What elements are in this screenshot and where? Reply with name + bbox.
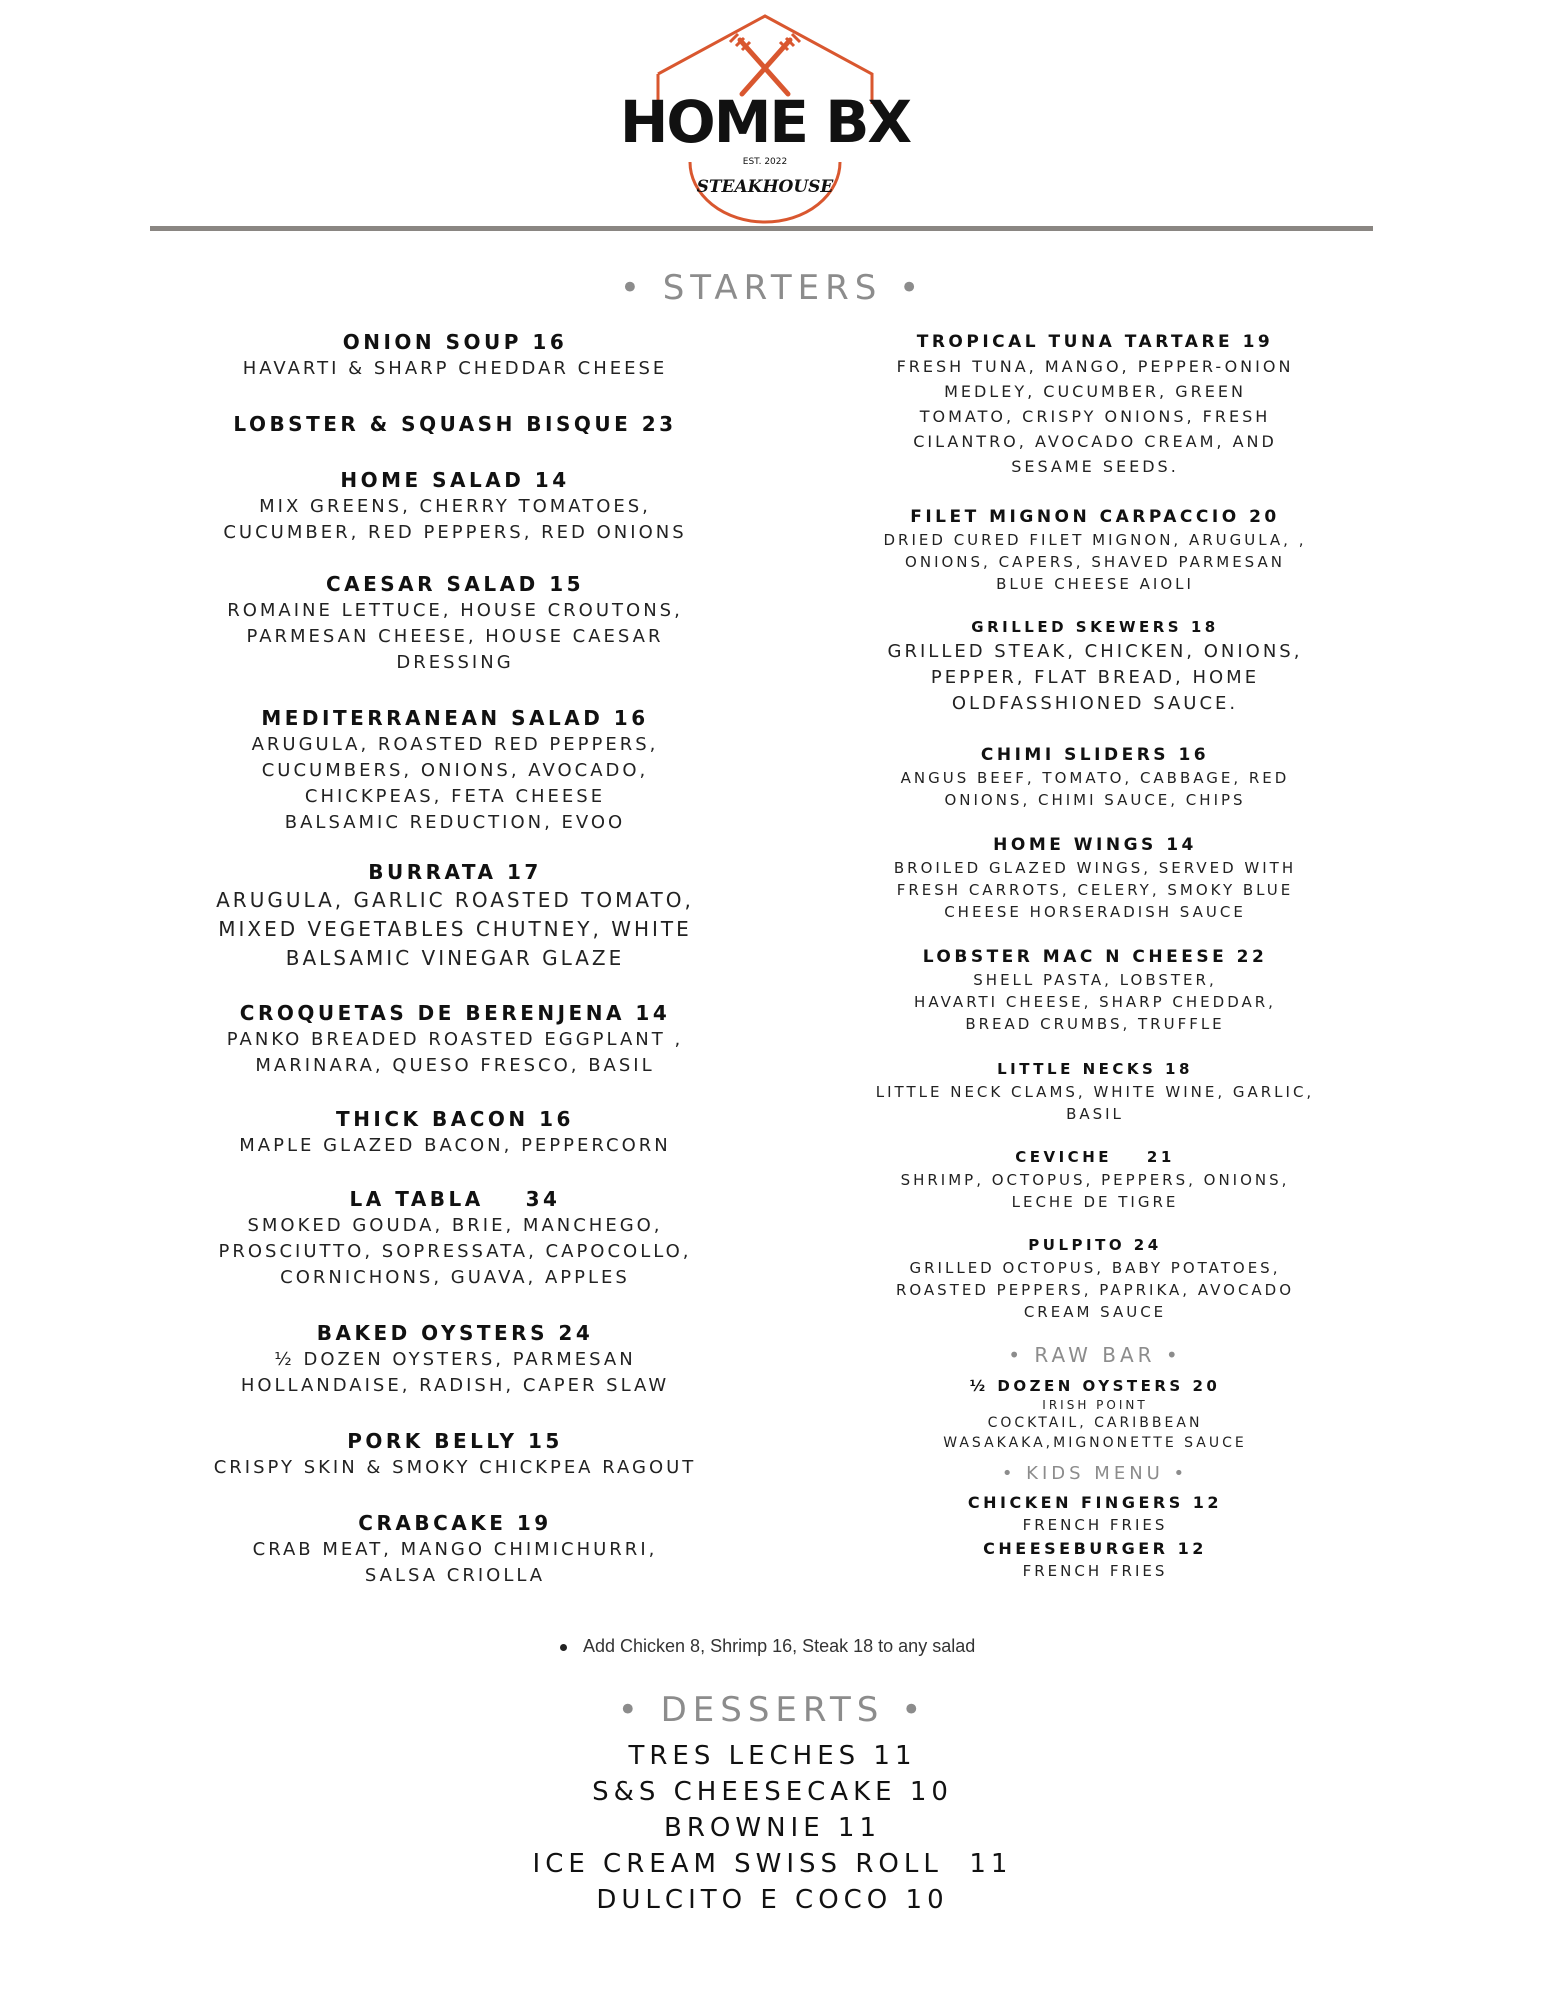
item-desc: CRISPY SKIN & SMOKY CHICKPEA RAGOUT [213,1457,697,1478]
item-desc: OLDFASSHIONED SAUCE. [951,693,1239,714]
item-desc: GRILLED STEAK, CHICKEN, ONIONS, [887,641,1303,662]
item-sub: IRISH POINT [1042,1398,1148,1412]
menu-item [205,1185,705,1291]
menu-item [205,466,705,546]
dessert-item: DULCITO E COCO 10 [596,1885,949,1915]
menu-item [205,1319,705,1399]
item-name: PORK BELLY 15 [347,1429,563,1453]
item-name: MEDITERRANEAN SALAD 16 [261,706,649,730]
item-desc: SHELL PASTA, LOBSTER, [973,971,1217,989]
item-name: THICK BACON 16 [336,1107,574,1131]
item-name: LITTLE NECKS 18 [997,1060,1193,1078]
item-desc: CUCUMBERS, ONIONS, AVOCADO, [261,760,649,781]
item-desc: MEDLEY, CUCUMBER, GREEN [944,382,1246,401]
item-desc: CILANTRO, AVOCADO CREAM, AND [913,432,1277,451]
item-name: CHIMI SLIDERS 16 [980,745,1210,765]
item-desc: BALSAMIC REDUCTION, EVOO [284,812,626,833]
menu-item [870,833,1320,923]
item-name: ONION SOUP 16 [342,330,568,354]
item-desc: MIX GREENS, CHERRY TOMATOES, [259,496,651,517]
menu-item [205,999,705,1079]
item-name: LA TABLA 34 [349,1187,561,1211]
desserts-list [0,1738,1545,1918]
item-desc: CRAB MEAT, MANGO CHIMICHURRI, [252,1539,658,1560]
menu-item [870,505,1320,595]
menu-item [870,1233,1320,1323]
item-desc: ROASTED PEPPERS, PAPRIKA, AVOCADO [895,1281,1295,1299]
item-desc: ONIONS, CAPERS, SHAVED PARMESAN [905,553,1285,571]
menu-item [205,328,705,382]
item-name: CHEESEBURGER 12 [983,1539,1207,1558]
item-desc: PROSCIUTTO, SOPRESSATA, CAPOCOLLO, [218,1241,692,1262]
item-desc: COCKTAIL, CARIBBEAN [987,1415,1203,1431]
menu-item [870,945,1320,1035]
menu-item [870,1375,1320,1453]
menu-item [870,330,1320,479]
item-desc: BREAD CRUMBS, TRUFFLE [965,1015,1225,1033]
item-desc: BASIL [1066,1105,1124,1123]
item-desc: ROMAINE LETTUCE, HOUSE CROUTONS, [227,600,683,621]
item-name: HOME WINGS 14 [993,835,1197,855]
item-desc: ARUGULA, GARLIC ROASTED TOMATO, [216,888,694,912]
item-desc: MIXED VEGETABLES CHUTNEY, WHITE [218,917,692,941]
menu-item [870,1057,1320,1125]
item-name: CAESAR SALAD 15 [325,572,585,596]
item-desc: ONIONS, CHIMI SAUCE, CHIPS [944,791,1246,809]
item-name: TROPICAL TUNA TARTARE 19 [916,332,1274,352]
item-desc: HOLLANDAISE, RADISH, CAPER SLAW [240,1375,670,1396]
item-desc: CORNICHONS, GUAVA, APPLES [280,1267,630,1288]
item-desc: MAPLE GLAZED BACON, PEPPERCORN [239,1135,671,1156]
item-name: CHICKEN FINGERS 12 [967,1493,1223,1512]
logo [619,12,911,212]
item-name: PULPITO 24 [1028,1236,1162,1254]
item-desc: BLUE CHEESE AIOLI [996,575,1194,593]
item-desc: SALSA CRIOLLA [364,1565,546,1586]
item-desc: CREAM SAUCE [1023,1303,1167,1321]
salad-addon-note [560,1636,975,1657]
item-desc: DRESSING [396,652,514,673]
svg-text:STEAKHOUSE: STEAKHOUSE [696,177,834,197]
note-text: Add Chicken 8, Shrimp 16, Steak 18 to any salad [583,1636,976,1656]
item-desc: BALSAMIC VINEGAR GLAZE [285,946,625,970]
dessert-item: ICE CREAM SWISS ROLL 11 [532,1849,1013,1879]
item-desc: PANKO BREADED ROASTED EGGPLANT , [226,1029,684,1050]
item-desc: CHEESE HORSERADISH SAUCE [944,903,1246,921]
item-name: CRABCAKE 19 [358,1511,552,1535]
item-desc: GRILLED OCTOPUS, BABY POTATOES, [909,1259,1281,1277]
dessert-item: S&S CHEESECAKE 10 [592,1777,953,1807]
item-name: CEVICHE 21 [1015,1148,1175,1166]
item-desc: PARMESAN CHEESE, HOUSE CAESAR [246,626,664,647]
menu-item [870,615,1320,717]
menu-item [205,704,705,836]
item-desc: SESAME SEEDS. [1011,457,1179,476]
item-name: BURRATA 17 [368,860,542,884]
starters-left-column [205,328,705,1589]
menu-item [205,1105,705,1159]
item-desc: HAVARTI & SHARP CHEDDAR CHEESE [242,358,668,379]
raw-bar-title: • RAW BAR • [1008,1343,1182,1367]
item-name: BAKED OYSTERS 24 [316,1321,594,1345]
svg-text:HOME BX: HOME BX [619,88,911,156]
item-name: ½ DOZEN OYSTERS 20 [969,1377,1221,1395]
item-desc: FRENCH FRIES [1022,1516,1168,1534]
item-desc: SMOKED GOUDA, BRIE, MANCHEGO, [247,1215,663,1236]
item-name: LOBSTER MAC N CHEESE 22 [922,947,1268,967]
item-desc: ½ DOZEN OYSTERS, PARMESAN [274,1349,636,1370]
item-desc: MARINARA, QUESO FRESCO, BASIL [255,1055,655,1076]
item-desc: WASAKAKA,MIGNONETTE SAUCE [943,1435,1247,1451]
item-desc: LECHE DE TIGRE [1011,1193,1179,1211]
item-name: LOBSTER & SQUASH BISQUE 23 [233,412,677,436]
item-desc: LITTLE NECK CLAMS, WHITE WINE, GARLIC, [875,1083,1315,1101]
menu-item [205,1509,705,1589]
steakhouse-logo-icon [619,12,911,212]
starters-right-column [870,330,1320,1581]
kids-menu-title: • KIDS MENU • [1001,1463,1189,1484]
item-desc: ARUGULA, ROASTED RED PEPPERS, [251,734,659,755]
menu-item [870,1491,1320,1535]
desserts-title: • DESSERTS • [617,1690,928,1730]
item-name: CROQUETAS DE BERENJENA 14 [239,1001,671,1025]
item-desc: SHRIMP, OCTOPUS, PEPPERS, ONIONS, [900,1171,1290,1189]
menu-item [870,1537,1320,1581]
menu-item [205,570,705,676]
item-desc: DRIED CURED FILET MIGNON, ARUGULA, , [883,531,1307,549]
item-desc: PEPPER, FLAT BREAD, HOME [930,667,1260,688]
menu-item [205,410,705,438]
item-desc: BROILED GLAZED WINGS, SERVED WITH [893,859,1297,877]
item-desc: FRESH TUNA, MANGO, PEPPER-ONION [896,357,1294,376]
item-desc: CHICKPEAS, FETA CHEESE [304,786,606,807]
item-name: HOME SALAD 14 [340,468,570,492]
menu-item [870,743,1320,811]
item-desc: FRESH CARROTS, CELERY, SMOKY BLUE [896,881,1294,899]
dessert-item: BROWNIE 11 [664,1813,881,1843]
item-desc: HAVARTI CHEESE, SHARP CHEDDAR, [914,993,1276,1011]
item-desc: TOMATO, CRISPY ONIONS, FRESH [919,407,1271,426]
dessert-item: TRES LECHES 11 [628,1741,917,1771]
menu-item [870,1145,1320,1213]
bullet-icon [560,1644,567,1651]
item-desc: FRENCH FRIES [1022,1562,1168,1580]
svg-text:EST. 2022: EST. 2022 [742,157,788,167]
item-desc: CUCUMBER, RED PEPPERS, RED ONIONS [223,522,687,543]
item-desc: ANGUS BEEF, TOMATO, CABBAGE, RED [900,769,1290,787]
starters-title: • STARTERS • [619,268,926,308]
item-name: FILET MIGNON CARPACCIO 20 [910,507,1280,527]
header-divider [150,226,1373,231]
menu-item [205,858,705,973]
item-name: GRILLED SKEWERS 18 [971,618,1219,636]
menu-item [205,1427,705,1481]
